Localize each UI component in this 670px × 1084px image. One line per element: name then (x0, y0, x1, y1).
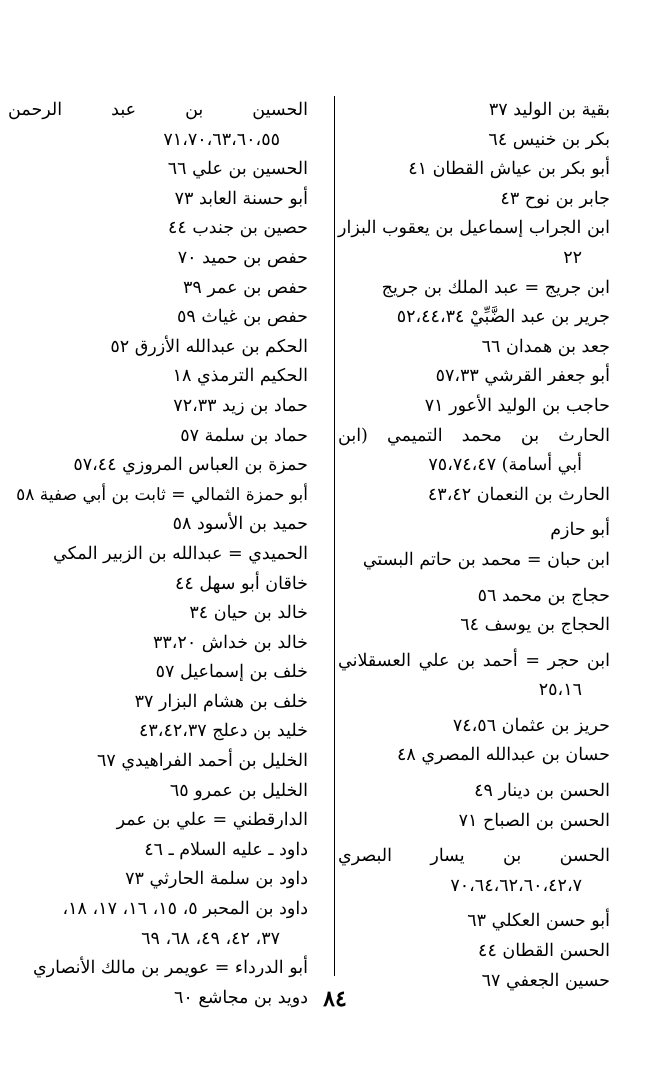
index-entry: الحارث بن محمد التميمي (ابن (338, 425, 610, 446)
index-entry: حمزة بن العباس المروزي ٥٧،٤٤ (73, 455, 308, 476)
index-entry: أبو حسنة العابد ٧٣ (174, 188, 308, 209)
index-entry: خالد بن خداش ٣٣،٢٠ (152, 632, 308, 653)
index-column-right (338, 96, 610, 996)
column-divider (334, 96, 335, 976)
index-entry: أبو بكر بن عياش القطان ٤١ (408, 159, 610, 180)
index-entry: ابن الجراب إسماعيل بن يعقوب البزار (338, 218, 610, 239)
index-entry: الحسن بن يسار البصري (338, 846, 610, 867)
index-entry: حريز بن عثمان ٧٤،٥٦ (452, 715, 610, 736)
index-entry: حاجب بن الوليد الأعور ٧١ (424, 395, 610, 416)
index-entry: الحارث بن النعمان ٤٣،٤٢ (427, 484, 610, 505)
index-entry: ابن حجر = أحمد بن علي العسقلاني (338, 650, 610, 671)
index-entry: حميد بن الأسود ٥٨ (172, 514, 308, 535)
index-entry: حفص بن غياث ٥٩ (176, 307, 308, 328)
index-entry: أبو حسن العكلي ٦٣ (467, 911, 610, 932)
index-entry: الحكيم الترمذي ١٨ (172, 366, 308, 387)
index-entry: الحسن القطان ٤٤ (478, 941, 610, 962)
index-entry: أبو جعفر القرشي ٥٧،٣٣ (435, 366, 610, 387)
index-column-left (8, 96, 308, 1013)
index-entry: الحسين بن علي ٦٦ (167, 159, 308, 180)
index-entry: داود ـ عليه السلام ـ ٤٦ (144, 839, 308, 860)
index-entry: داود بن سلمة الحارثي ٧٣ (125, 869, 308, 890)
index-entry: حصين بن جندب ٤٤ (167, 218, 308, 239)
index-entry: الحميدي = عبدالله بن الزبير المكي (53, 543, 308, 564)
index-entry: الحكم بن عبدالله الأزرق ٥٢ (110, 336, 308, 357)
index-entry-continuation: ٣٧، ٤٢، ٤٩، ٦٨، ٦٩ (141, 928, 280, 949)
index-entry: خلف بن هشام البزار ٣٧ (134, 691, 308, 712)
index-entry: حسان بن عبدالله المصري ٤٨ (397, 745, 610, 766)
index-entry: خالد بن حيان ٣٤ (189, 603, 308, 624)
index-entry: الخليل بن عمرو ٦٥ (169, 780, 308, 801)
index-entry: جعد بن همدان ٦٦ (481, 336, 610, 357)
index-entry: الخليل بن أحمد الفراهيدي ٦٧ (96, 751, 308, 772)
page-number: ٨٤ (323, 986, 347, 1012)
index-entry: أبو حمزة الثمالي = ثابت بن أبي صفية ٥٨ (16, 484, 308, 505)
index-entry-continuation: ٢٢ (563, 247, 582, 268)
index-entry: خليد بن دعلج ٤٣،٤٢،٣٧ (139, 721, 308, 742)
index-entry: أبو حازم (550, 520, 610, 541)
index-entry: جابر بن نوح ٤٣ (500, 188, 610, 209)
index-entry: خلف بن إسماعيل ٥٧ (155, 662, 308, 683)
index-entry: ابن جريج = عبد الملك بن جريج (381, 277, 610, 298)
index-entry: داود بن المحبر ٥، ١٥، ١٦، ١٧، ١٨، (62, 899, 308, 920)
index-entry-continuation: ٧١،٧٠،٦٣،٦٠،٥٥ (163, 129, 280, 150)
index-entry: بقية بن الوليد ٣٧ (488, 100, 610, 120)
index-entry: حسين الجعفي ٦٧ (481, 970, 610, 991)
index-entry: حفص بن حميد ٧٠ (177, 247, 308, 268)
index-entry: حجاج بن محمد ٥٦ (477, 585, 610, 606)
index-entry: الحسن بن دينار ٤٩ (474, 781, 610, 802)
index-entry-continuation: ٢٥،١٦ (538, 680, 582, 701)
index-entry: الدارقطني = علي بن عمر (116, 810, 308, 831)
index-entry: حماد بن سلمة ٥٧ (180, 425, 308, 446)
index-entry: الحسن بن الصباح ٧١ (458, 810, 610, 831)
index-entry: الحجاج بن يوسف ٦٤ (460, 615, 610, 636)
index-entry: دويد بن مجاشع ٦٠ (174, 987, 308, 1008)
index-entry: خاقان أبو سهل ٤٤ (175, 573, 308, 594)
index-entry: حفص بن عمر ٣٩ (182, 277, 308, 298)
index-entry: جرير بن عبد الضَّبِّيْ ٥٢،٤٤،٣٤ (396, 307, 610, 328)
index-entry: الحسين بن عبد الرحمن (8, 100, 308, 120)
index-entry-continuation: ٧٠،٦٤،٦٢،٦٠،٤٢،٧ (450, 875, 582, 896)
index-entry: أبو الدرداء = عويمر بن مالك الأنصاري (32, 958, 308, 979)
index-entry: ابن حبان = محمد بن حاتم البستي (362, 549, 610, 570)
index-entry: حماد بن زيد ٧٢،٣٣ (173, 395, 308, 416)
index-entry-continuation: أبي أسامة) ٧٥،٧٤،٤٧ (428, 455, 582, 476)
index-entry: بكر بن خنيس ٦٤ (488, 129, 610, 150)
